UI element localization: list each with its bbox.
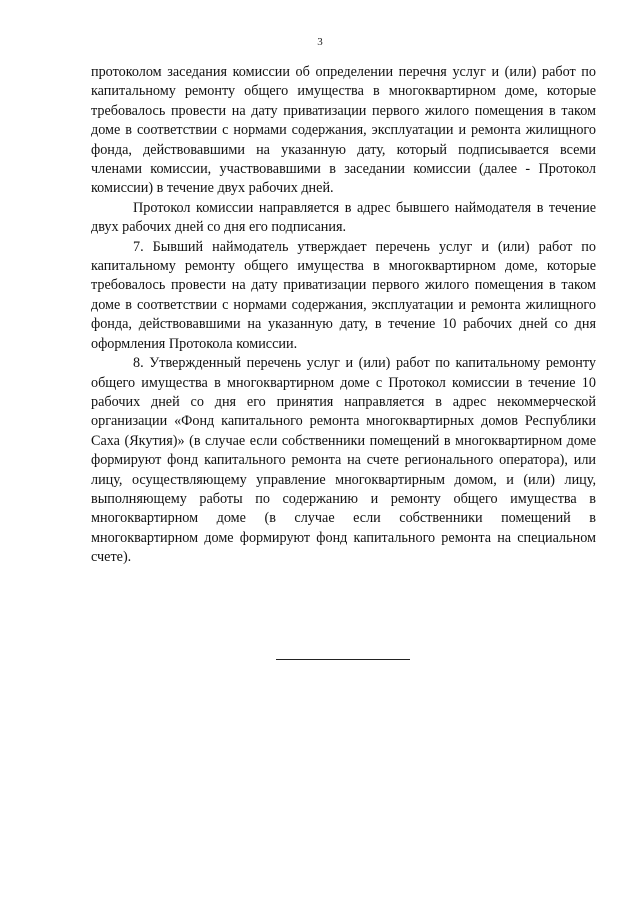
paragraph-protocol-continuation: протоколом заседания комиссии об определении перечня услуг и (или) работ по капитальному ремонту общего имущества в многоквартирном доме, которые требовалось провести на дату приватизации первого жилого помещения в таком доме в соответствии с нормами содержания, эксплуатации и ремонта жилищного фонда, действовавшими на указанную дату, который подписывается всеми членами комиссии, участвовавшими в заседании комиссии (далее - Протокол комиссии) в течение двух рабочих дней. <box>91 64 596 197</box>
paragraph-protocol-sending: Протокол комиссии направляется в адрес бывшего наймодателя в течение двух рабочих дней со дня его подписания. <box>91 199 596 236</box>
document-body <box>91 63 596 568</box>
page-number: 3 <box>317 36 323 48</box>
end-separator-line <box>276 659 410 660</box>
paragraph-item-7: 7. Бывший наймодатель утверждает перечень услуг и (или) работ по капитальному ремонту общего имущества в многоквартирном доме, которые требовалось провести на дату приватизации первого жилого помещения в таком доме в соответствии с нормами содержания, эксплуатации и ремонта жилищного фонда, действовавшими на указанную дату, в течение 10 рабочих дней со дня оформления Протокола комиссии. <box>91 238 596 352</box>
paragraph-item-8: 8. Утвержденный перечень услуг и (или) работ по капитальному ремонту общего имущества в многоквартирном доме с Протокол комиссии в течение 10 рабочих дней со дня его принятия направляется в адрес некоммерческой организации «Фонд капитального ремонта многоквартирных домов Республики Саха (Якутия)» (в случае если собственники помещений в многоквартирном доме формируют фонд капитального ремонта на счете регионального оператора), или лицу, осуществляющему управление многоквартирным домом, и (или) лицу, выполняющему работы по содержанию и ремонту общего имущества в многоквартирном доме (в случае если собственники помещений в многоквартирном доме формируют фонд капитального ремонта на специальном счете). <box>91 355 596 566</box>
